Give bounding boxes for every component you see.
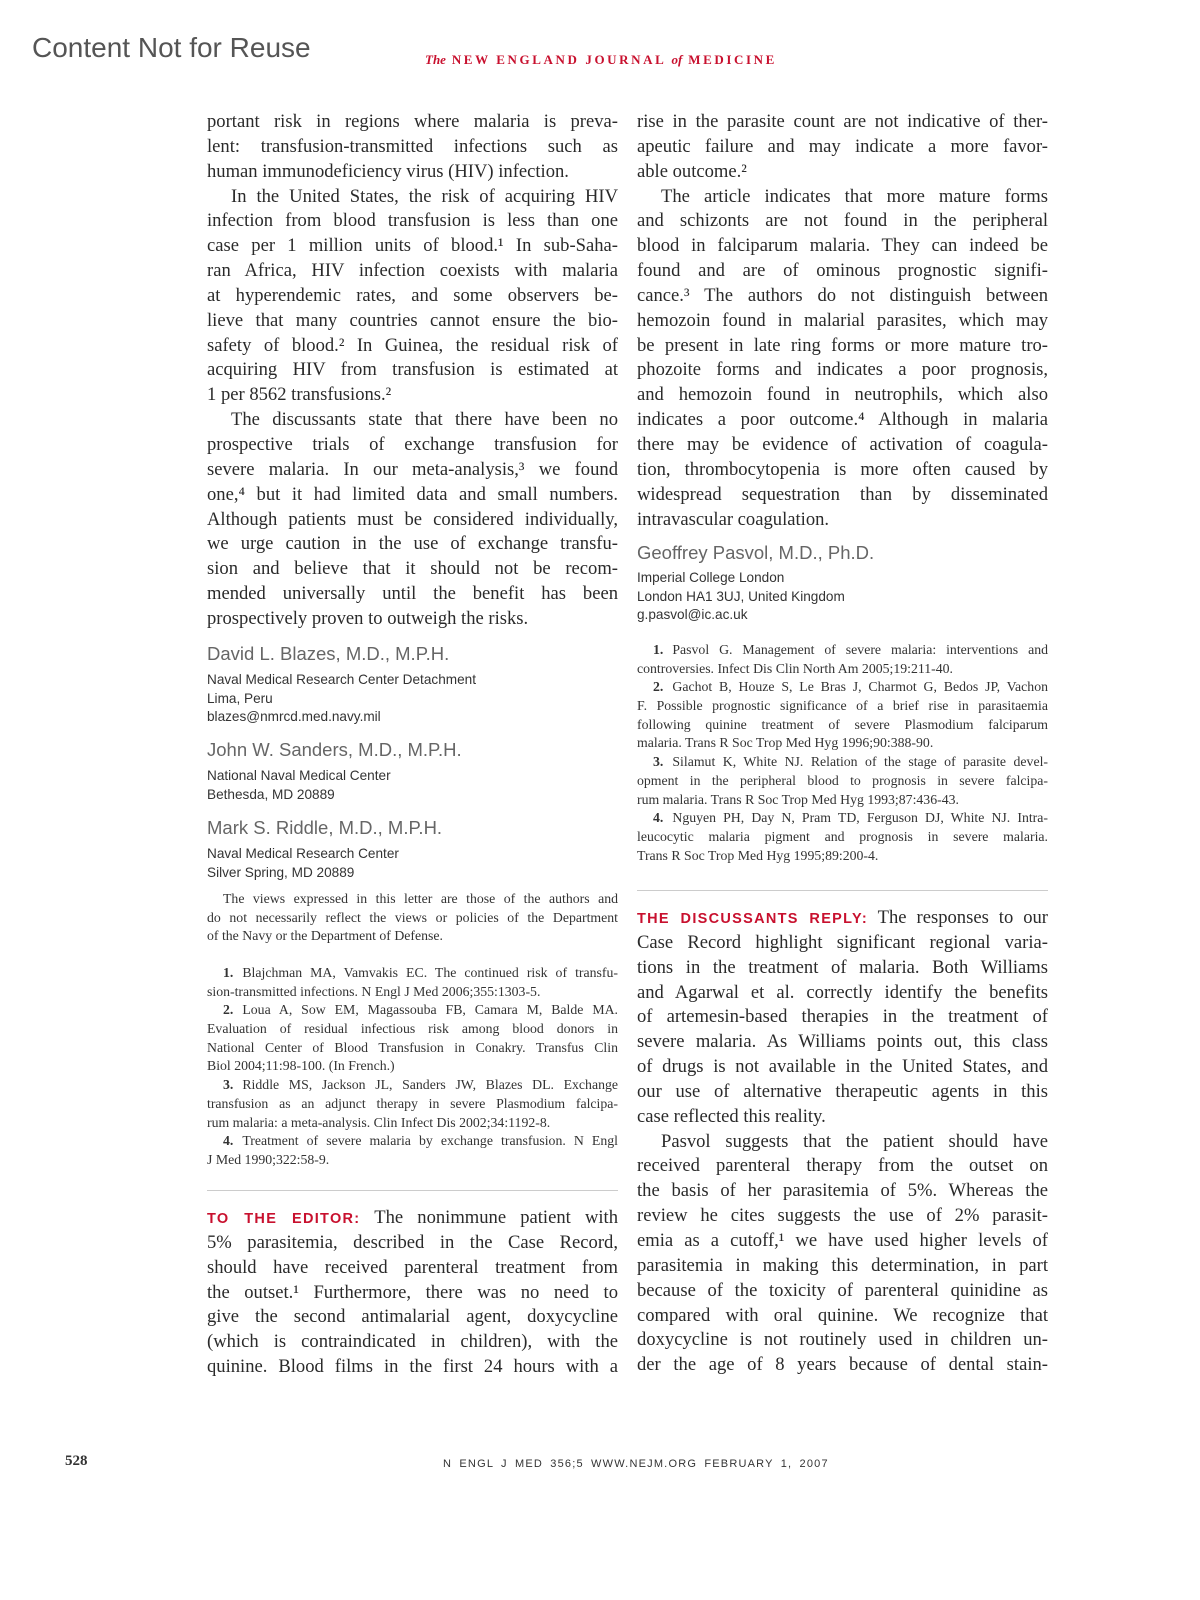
text-line <box>637 847 1048 866</box>
text-line <box>637 259 1048 284</box>
line-text: parasitemia in making this determination, in part <box>637 1254 1048 1276</box>
line-text: transfusion as an adjunct therapy in severe Plasmodium falcipa- <box>207 1095 618 1111</box>
masthead-of: of <box>671 52 683 67</box>
line-text: be present in late ring forms or more mature tro- <box>637 334 1048 356</box>
line-text: infection from blood transfusion is less than one <box>207 210 618 232</box>
line-text: The responses to our <box>877 907 1048 928</box>
text-line <box>637 772 1048 791</box>
section-lead-in: THE DISCUSSANTS REPLY: <box>637 911 868 927</box>
affiliation-line: g.pasvol@ic.ac.uk <box>637 607 748 623</box>
text-line <box>637 483 1048 508</box>
line-text: der the age of 8 years because of dental stain- <box>637 1354 1048 1376</box>
line-text: our use of alternative therapeutic agents in this <box>637 1080 1048 1102</box>
text-line <box>637 185 1048 210</box>
line-text: (which is contraindicated in children), with the <box>207 1331 618 1353</box>
line-text: following quinine treatment of severe Plasmodium falciparum <box>637 716 1048 732</box>
text-line <box>637 678 1048 697</box>
paragraph <box>207 1001 618 1076</box>
text-line <box>637 791 1048 810</box>
line-text: In the United States, the risk of acquiring HIV <box>231 185 618 207</box>
text-line <box>637 358 1048 383</box>
line-text: severe malaria. As Williams points out, this class <box>637 1031 1048 1053</box>
section-divider <box>207 1190 618 1191</box>
masthead-medicine: MEDICINE <box>688 52 777 67</box>
paragraph <box>637 1130 1048 1378</box>
watermark: Content Not for Reuse <box>32 32 311 63</box>
line-text: lent: transfusion-transmitted infections such as <box>207 135 618 157</box>
affiliation-line: Silver Spring, MD 20889 <box>207 864 355 880</box>
section-divider <box>637 890 1048 891</box>
reference-number: 2. <box>223 1002 234 1018</box>
line-text: J Med 1990;322:58-9. <box>207 1151 330 1167</box>
text-line <box>637 1030 1048 1055</box>
text-line <box>207 1256 618 1281</box>
affiliation-line: Bethesda, MD 20889 <box>207 786 335 802</box>
line-text: one,⁴ but it had limited data and small numbers. <box>207 483 618 505</box>
reference-number: 3. <box>653 754 664 770</box>
line-text: human immunodeficiency virus (HIV) infection. <box>207 160 569 182</box>
text-line <box>207 185 618 210</box>
text-line <box>207 358 618 383</box>
line-text: review he cites suggests the use of 2% parasit- <box>637 1205 1048 1227</box>
line-text: leucocytic malaria pigment and prognosis in severe malaria. <box>637 828 1048 844</box>
text-line <box>207 557 618 582</box>
text-line <box>207 234 618 259</box>
text-line <box>207 1151 618 1170</box>
line-text: lieve that many countries cannot ensure the bio- <box>207 309 618 331</box>
line-text: Blajchman MA, Vamvakis EC. The continued risk of transfu- <box>242 965 618 980</box>
line-text: the outset.¹ Furthermore, there was no need to <box>207 1281 618 1303</box>
line-text: doxycycline is not routinely used in children un- <box>637 1329 1048 1351</box>
text-line <box>207 259 618 284</box>
author-name: Geoffrey Pasvol, M.D., Ph.D. <box>637 542 875 563</box>
page-number: 528 <box>65 1453 88 1469</box>
text-line <box>637 641 1048 660</box>
left-references <box>207 964 618 1170</box>
line-text: and Agarwal et al. correctly identify the benefits <box>637 981 1048 1003</box>
author-affiliation <box>207 671 476 727</box>
line-text: cance.³ The authors do not distinguish between <box>637 284 1048 306</box>
line-text: tion, thrombocytopenia is more often caused by <box>637 458 1048 480</box>
line-text: rise in the parasite count are not indicative of ther- <box>637 111 1048 132</box>
line-text: able outcome.² <box>637 160 747 182</box>
text-line <box>637 981 1048 1006</box>
affiliation-line: London HA1 3UJ, United Kingdom <box>637 588 845 604</box>
author-affiliation <box>637 569 845 625</box>
line-text: tions in the treatment of malaria. Both Williams <box>637 956 1048 978</box>
line-text: safety of blood.² In Guinea, the residual risk of <box>207 334 618 356</box>
line-text: Trans R Soc Trop Med Hyg 1995;89:200-4. <box>637 847 879 863</box>
text-line <box>207 1132 618 1151</box>
text-line <box>637 458 1048 483</box>
line-text: should have received parenteral treatment from <box>207 1256 618 1278</box>
line-text: portant risk in regions where malaria is preva- <box>207 111 618 132</box>
author-name: Mark S. Riddle, M.D., M.P.H. <box>207 817 443 838</box>
text-line <box>637 1005 1048 1030</box>
text-line <box>207 408 618 433</box>
line-text: because of the toxicity of parenteral quinidine as <box>637 1279 1048 1301</box>
line-text: prospectively proven to outweigh the risks. <box>207 607 529 629</box>
line-text: mended universally until the benefit has been <box>207 583 618 605</box>
text-line <box>207 964 618 983</box>
text-line <box>637 1254 1048 1279</box>
text-line <box>207 160 618 185</box>
discussants-reply <box>637 906 1048 1378</box>
text-line <box>207 1305 618 1330</box>
text-line <box>637 508 1048 533</box>
line-text: F. Possible prognostic significance of a brief rise in parasitaemia <box>637 698 1048 714</box>
line-text: opment in the peripheral blood to prognosis in severe falcipa- <box>637 772 1048 788</box>
line-text: quinine. Blood films in the first 24 hours with a <box>207 1356 618 1378</box>
text-line <box>637 734 1048 753</box>
text-line <box>207 284 618 309</box>
affiliation-line: National Naval Medical Center <box>207 768 391 783</box>
line-text: National Center of Blood Transfusion in Conakry. Transfus Clin <box>207 1039 618 1055</box>
line-text: of artemesin-based therapies in the treatment of <box>637 1006 1048 1028</box>
text-line <box>637 931 1048 956</box>
author-name: David L. Blazes, M.D., M.P.H. <box>207 643 450 664</box>
text-line <box>207 433 618 458</box>
line-text: phozoite forms and indicates a poor prognosis, <box>637 359 1048 381</box>
line-text: and hemozoin found in neutrophils, which also <box>637 384 1048 406</box>
text-line <box>207 1281 618 1306</box>
affiliation-line: Naval Medical Research Center Detachment <box>207 672 476 687</box>
paragraph <box>207 185 618 409</box>
text-line <box>207 1039 618 1058</box>
text-line <box>637 1179 1048 1204</box>
text-line <box>637 110 1048 135</box>
reference-number: 1. <box>653 642 664 657</box>
affiliation-line: Imperial College London <box>637 570 785 585</box>
line-text: Pasvol suggests that the patient should have <box>661 1130 1048 1152</box>
author-name: John W. Sanders, M.D., M.P.H. <box>207 739 462 760</box>
line-text: The nonimmune patient with <box>374 1207 618 1228</box>
reference-number: 2. <box>653 679 664 695</box>
text-line <box>637 1304 1048 1329</box>
paragraph <box>637 185 1048 533</box>
text-line <box>637 716 1048 735</box>
line-text: we urge caution in the use of exchange transfu- <box>207 533 618 555</box>
text-line <box>207 890 618 909</box>
line-text: do not necessarily reflect the views or policies of the Department <box>207 909 618 925</box>
paragraph <box>207 1132 618 1169</box>
line-text: sion-transmitted infections. N Engl J Med 2006;355:1303-5. <box>207 983 541 999</box>
right-letter-body <box>637 110 1048 532</box>
disclaimer <box>207 890 618 946</box>
line-text: widespread sequestration than by disseminated <box>637 483 1048 505</box>
to-the-editor-letter <box>207 1206 618 1380</box>
paragraph <box>207 1076 618 1132</box>
text-line <box>637 956 1048 981</box>
text-line <box>637 1154 1048 1179</box>
text-line <box>637 1353 1048 1378</box>
text-line <box>637 809 1048 828</box>
line-text: 1 per 8562 transfusions.² <box>207 384 392 406</box>
text-line <box>637 753 1048 772</box>
paragraph <box>207 408 618 632</box>
line-text: Loua A, Sow EM, Magassouba FB, Camara M, Balde MA. <box>242 1002 618 1018</box>
paragraph <box>637 753 1048 809</box>
line-text: blood in falciparum malaria. They can indeed be <box>637 235 1048 257</box>
text-line <box>207 458 618 483</box>
text-line <box>207 582 618 607</box>
line-text: acquiring HIV from transfusion is estimated at <box>207 359 618 381</box>
line-text: give the second antimalarial agent, doxycycline <box>207 1306 618 1328</box>
text-line <box>207 1001 618 1020</box>
line-text: Although patients must be considered individually, <box>207 508 618 530</box>
text-line <box>637 408 1048 433</box>
text-line <box>637 209 1048 234</box>
text-line <box>207 983 618 1002</box>
line-text: Case Record highlight significant regional varia- <box>637 931 1048 953</box>
line-text: of the Navy or the Department of Defense. <box>207 928 443 944</box>
line-text: The article indicates that more mature forms <box>661 185 1048 207</box>
line-text: Nguyen PH, Day N, Pram TD, Ferguson DJ, White NJ. Intra- <box>672 810 1048 826</box>
reference-number: 3. <box>223 1077 234 1093</box>
line-text: controversies. Infect Dis Clin North Am 2005;19:211-40. <box>637 660 954 676</box>
text-line <box>637 334 1048 359</box>
line-text: The views expressed in this letter are those of the authors and <box>223 891 618 906</box>
text-line <box>207 508 618 533</box>
line-text: emia as a cutoff,¹ we have used higher levels of <box>637 1229 1048 1251</box>
line-text: ran Africa, HIV infection coexists with malaria <box>207 260 618 282</box>
line-text: malaria. Trans R Soc Trop Med Hyg 1996;90:388-90. <box>637 735 934 751</box>
text-line <box>207 110 618 135</box>
text-line <box>637 1080 1048 1105</box>
affiliation-line: Naval Medical Research Center <box>207 846 399 861</box>
line-text: received parenteral therapy from the outset on <box>637 1155 1048 1177</box>
text-line <box>207 1231 618 1256</box>
text-line <box>207 1114 618 1133</box>
text-line <box>207 1057 618 1076</box>
line-text: Treatment of severe malaria by exchange transfusion. N Engl <box>242 1133 618 1149</box>
line-text: compared with oral quinine. We recognize that <box>637 1304 1048 1326</box>
masthead-nej: NEW ENGLAND JOURNAL <box>451 52 666 67</box>
line-text: found and are of ominous prognostic signifi- <box>637 260 1048 282</box>
text-line <box>207 909 618 928</box>
text-line <box>637 1229 1048 1254</box>
text-line <box>207 1020 618 1039</box>
text-line <box>207 1330 618 1355</box>
text-line <box>637 1328 1048 1353</box>
text-line <box>637 1105 1048 1130</box>
text-line <box>637 135 1048 160</box>
masthead-the: The <box>425 52 446 67</box>
paragraph <box>207 890 618 946</box>
text-line <box>207 483 618 508</box>
line-text: prospective trials of exchange transfusion for <box>207 433 618 455</box>
line-text: 5% parasitemia, described in the Case Record, <box>207 1231 618 1253</box>
text-line <box>207 1095 618 1114</box>
line-text: sion and believe that it should not be recom- <box>207 558 618 580</box>
text-line <box>207 135 618 160</box>
line-text: apeutic failure and may indicate a more favor- <box>637 135 1048 157</box>
text-line <box>637 1279 1048 1304</box>
line-text: case reflected this reality. <box>637 1105 826 1127</box>
affiliation-line: blazes@nmrcd.med.navy.mil <box>207 709 381 725</box>
text-line <box>637 828 1048 847</box>
line-text: Biol 2004;11:98-100. (In French.) <box>207 1058 395 1074</box>
text-line <box>637 1130 1048 1155</box>
line-text: intravascular coagulation. <box>637 508 830 530</box>
text-line <box>637 234 1048 259</box>
text-line <box>637 660 1048 679</box>
paragraph <box>637 809 1048 865</box>
journal-masthead <box>425 52 777 68</box>
line-text: the basis of her parasitemia of 5%. Whereas the <box>637 1180 1048 1202</box>
paragraph <box>207 1206 618 1380</box>
reference-number: 4. <box>223 1133 234 1149</box>
text-line <box>207 532 618 557</box>
text-line <box>207 334 618 359</box>
line-text: severe malaria. In our meta-analysis,³ we found <box>207 458 618 480</box>
text-line <box>637 1204 1048 1229</box>
text-line <box>637 906 1048 931</box>
left-letter-body <box>207 110 618 632</box>
text-line <box>207 607 618 632</box>
line-text: case per 1 million units of blood.¹ In sub-Saha- <box>207 235 618 257</box>
line-text: rum malaria: a meta-analysis. Clin Infect Dis 2002;34:1192-8. <box>207 1114 551 1130</box>
author-affiliation <box>207 845 399 882</box>
text-line <box>637 383 1048 408</box>
reference-number: 1. <box>223 965 234 980</box>
line-text: Evaluation of residual infectious risk among blood donors in <box>207 1021 618 1037</box>
line-text: Riddle MS, Jackson JL, Sanders JW, Blazes DL. Exchange <box>242 1077 618 1093</box>
section-lead-in: TO THE EDITOR: <box>207 1211 361 1227</box>
line-text: Gachot B, Houze S, Le Bras J, Charmot G, Bedos JP, Vachon <box>672 679 1048 695</box>
text-line <box>207 209 618 234</box>
text-line <box>207 383 618 408</box>
text-line <box>637 309 1048 334</box>
line-text: indicates a poor outcome.⁴ Although in malaria <box>637 409 1048 431</box>
text-line <box>207 1355 618 1380</box>
text-line <box>637 160 1048 185</box>
text-line <box>207 927 618 946</box>
line-text: The discussants state that there have been no <box>231 409 618 431</box>
line-text: at hyperendemic rates, and some observers be- <box>207 284 618 306</box>
line-text: Silamut K, White NJ. Relation of the stage of parasite devel- <box>672 754 1048 770</box>
text-line <box>207 309 618 334</box>
right-references <box>637 641 1048 865</box>
text-line <box>637 1055 1048 1080</box>
line-text: there may be evidence of activation of coagula- <box>637 433 1048 455</box>
paragraph <box>637 641 1048 678</box>
paragraph <box>207 110 618 185</box>
paragraph <box>637 110 1048 185</box>
paragraph <box>207 964 618 1001</box>
text-line <box>207 1206 618 1231</box>
paragraph <box>637 906 1048 1130</box>
text-line <box>207 1076 618 1095</box>
text-line <box>637 284 1048 309</box>
author-affiliation <box>207 767 391 804</box>
text-line <box>637 433 1048 458</box>
line-text: Pasvol G. Management of severe malaria: interventions and <box>672 642 1048 657</box>
journal-citation: N ENGL J MED 356;5 WWW.NEJM.ORG FEBRUARY 1, 2007 <box>443 1458 829 1470</box>
line-text: and schizonts are not found in the peripheral <box>637 210 1048 232</box>
reference-number: 4. <box>653 810 664 826</box>
paragraph <box>637 678 1048 753</box>
line-text: of drugs is not available in the United States, and <box>637 1056 1048 1078</box>
line-text: rum malaria. Trans R Soc Trop Med Hyg 1993;87:436-43. <box>637 791 959 807</box>
line-text: hemozoin found in malarial parasites, which may <box>637 309 1048 331</box>
text-line <box>637 697 1048 716</box>
affiliation-line: Lima, Peru <box>207 690 273 706</box>
